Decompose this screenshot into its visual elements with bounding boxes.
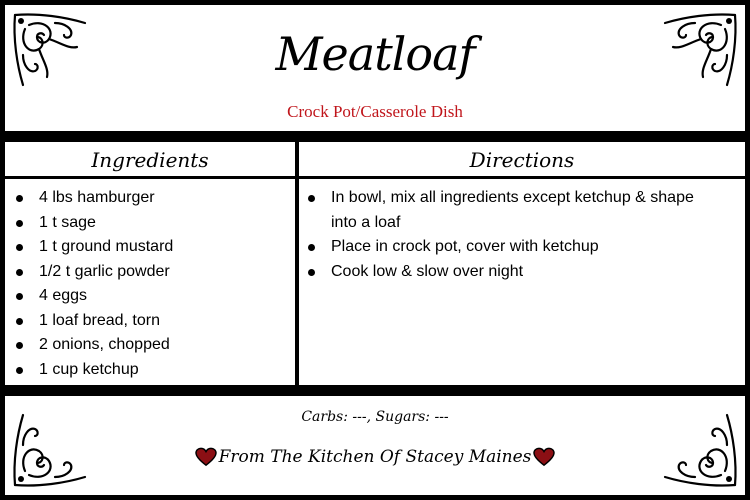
recipe-footer <box>5 396 745 495</box>
heart-icon <box>195 447 217 467</box>
attribution-text: From The Kitchen Of Stacey Maines <box>218 447 532 467</box>
list-item: 4 lbs hamburger <box>13 186 287 211</box>
list-item: Cook low & slow over night <box>305 260 717 285</box>
directions-heading: Directions <box>299 142 745 179</box>
ingredients-heading: Ingredients <box>5 142 295 179</box>
heart-icon <box>533 447 555 467</box>
nutrition-info: Carbs: ---, Sugars: --- <box>301 409 449 425</box>
list-item: 1 t sage <box>13 211 287 236</box>
list-item: 1 t ground mustard <box>13 235 287 260</box>
list-item: 1 cup ketchup <box>13 358 287 383</box>
recipe-title: Meatloaf <box>275 27 475 81</box>
recipe-subtitle: Crock Pot/Casserole Dish <box>287 102 463 121</box>
list-item: Place in crock pot, cover with ketchup <box>305 235 717 260</box>
directions-section <box>299 142 745 385</box>
list-item: 2 onions, chopped <box>13 333 287 358</box>
list-item: In bowl, mix all ingredients except ketchup & shape into a loaf <box>305 186 717 235</box>
list-item: 1 loaf bread, torn <box>13 309 287 334</box>
list-item: 1/2 t garlic powder <box>13 260 287 285</box>
ingredients-list <box>5 182 295 382</box>
ingredients-section <box>5 142 295 385</box>
recipe-header <box>5 5 745 131</box>
directions-list <box>299 182 745 284</box>
kitchen-attribution <box>5 447 745 467</box>
list-item: 4 eggs <box>13 284 287 309</box>
